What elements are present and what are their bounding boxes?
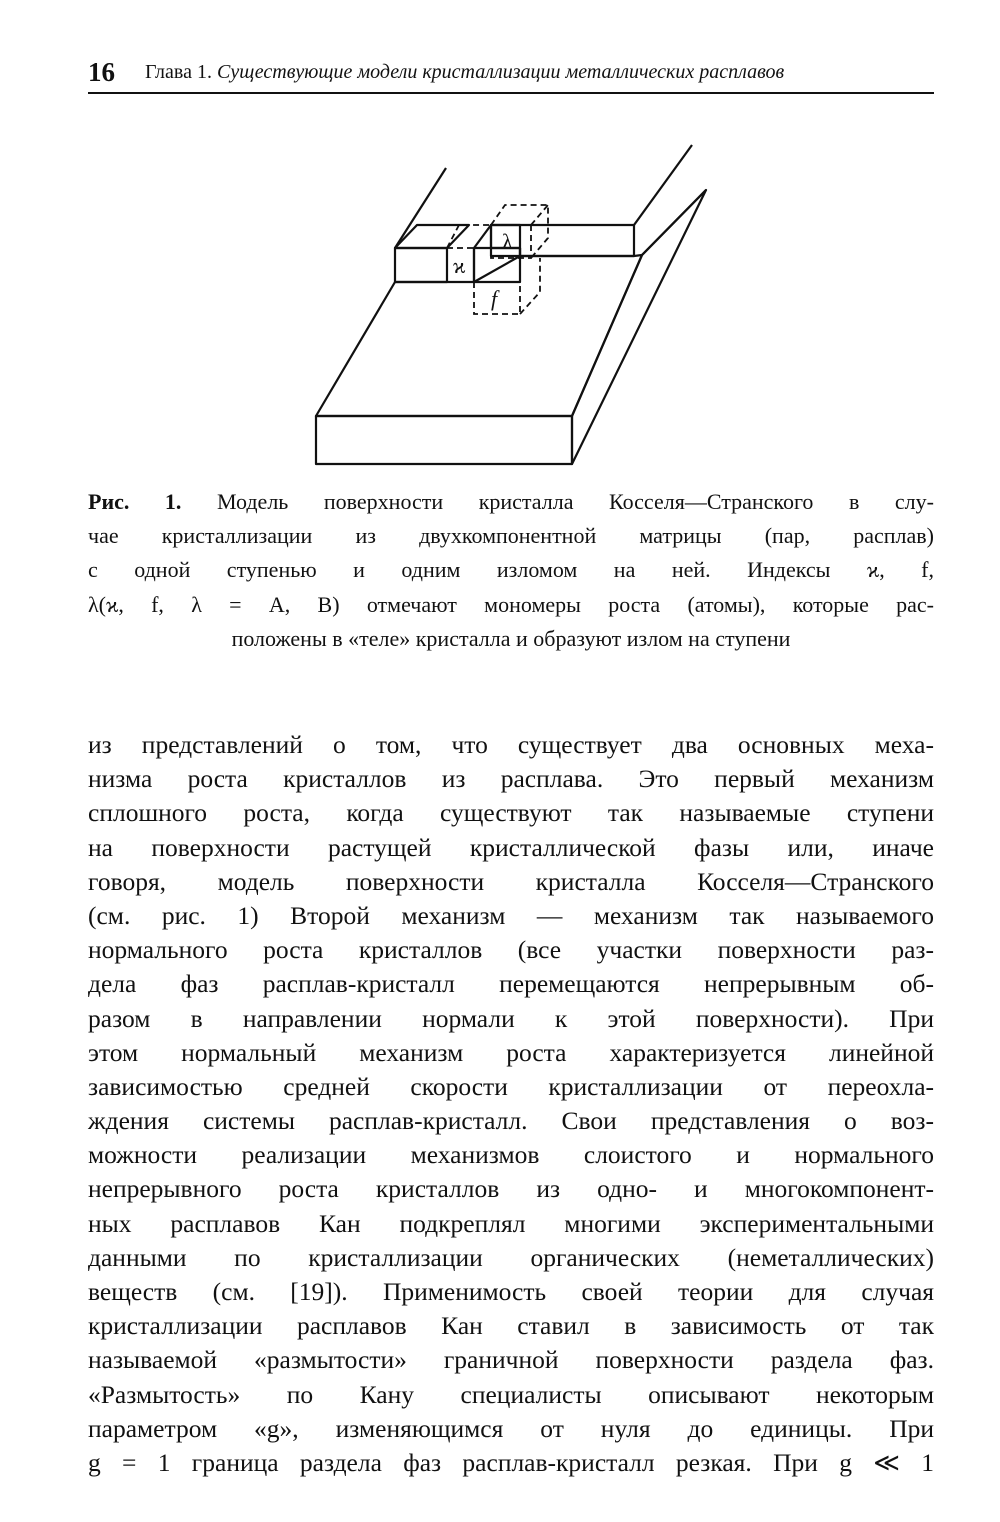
caption-line-4: λ(ϰ, f, λ = A, B) отмечают мономеры роста (атомы), которые рас-	[88, 591, 934, 617]
body-line: этом нормальный механизм роста характеризуется линейной	[88, 1037, 934, 1067]
body-line: называемой «размытости» граничной поверхности раздела фаз.	[88, 1345, 934, 1375]
kappa-cube-top	[447, 225, 491, 248]
body-line: сплошного роста, когда существуют так называемые ступени	[88, 798, 934, 828]
caption-line-1	[88, 486, 934, 520]
kossel-stranski-figure	[0, 90, 1000, 480]
f-cube-side	[520, 258, 540, 314]
body-line: нормального роста кристаллов (все участки поверхности раз-	[88, 935, 934, 965]
body-line: (см. рис. 1) Второй механизм — механизм так называемого	[88, 900, 934, 930]
body-line: на поверхности растущей кристаллической фазы или, иначе	[88, 832, 934, 862]
body-line: «Размытость» по Кану специалисты описывают некоторым	[88, 1379, 934, 1409]
body-line: зависимостью средней скорости кристаллизации от переохла-	[88, 1071, 934, 1101]
body-line: g = 1 граница раздела фаз расплав-кристалл резкая. При g ≪ 1	[88, 1447, 934, 1477]
body-line: непрерывного роста кристаллов из одно- и многокомпонент-	[88, 1174, 934, 1204]
caption-line-5: положены в «теле» кристалла и образуют излом на ступени	[231, 625, 791, 651]
lambda-cube-edge	[531, 205, 548, 225]
lambda-label: λ	[502, 229, 513, 254]
caption-text-1: Модель поверхности кристалла Косселя—Странского в слу-	[216, 489, 934, 514]
body-line: из представлений о том, что существует два основных меха-	[88, 730, 934, 759]
running-title	[145, 61, 784, 84]
body-line: веществ (см. [19]). Применимость своей теории для случая	[88, 1277, 934, 1306]
chapter-title: Существующие модели кристаллизации металлических расплавов	[216, 60, 785, 83]
slab-right-face	[572, 190, 706, 464]
body-line: дела фаз расплав-кристалл перемещаются непрерывным об-	[88, 969, 934, 999]
caption-line-3: с одной ступенью и одним изломом на ней. Индексы ϰ, f,	[88, 557, 934, 583]
slab-top-face	[316, 255, 642, 416]
step-front-face	[395, 248, 447, 282]
body-line: данными по кристаллизации органических (неметаллических)	[88, 1242, 934, 1272]
chapter-label: Глава 1.	[145, 60, 212, 83]
body-line: параметром «g», изменяющимся от нуля до единицы. При	[88, 1413, 934, 1443]
body-paragraph	[88, 728, 934, 1480]
body-line: ждения системы расплав-кристалл. Свои представления о воз-	[88, 1106, 934, 1136]
body-line: можности реализации механизмов слоистого и нормального	[88, 1140, 934, 1170]
caption-line-2: чае кристаллизации из двухкомпонентной матрицы (пар, расплав)	[88, 523, 934, 549]
figure-caption	[88, 486, 934, 655]
body-line: разом в направлении нормали к этой поверхности). При	[88, 1003, 934, 1033]
caption-label: Рис. 1.	[88, 489, 182, 514]
body-line: ных расплавов Кан подкреплял многими экспериментальными	[88, 1208, 934, 1238]
body-line: говоря, модель поверхности кристалла Косселя—Странского	[88, 866, 934, 896]
f-label: f	[491, 286, 498, 311]
kappa-label: ϰ	[453, 253, 466, 278]
slab-front-face	[316, 416, 572, 464]
step-left-edge	[395, 168, 446, 248]
kink-edge-2	[474, 225, 491, 248]
body-line: кристаллизации расплавов Кан ставил в зависимость от так	[88, 1311, 934, 1341]
page-number: 16	[88, 56, 115, 87]
running-header	[88, 52, 934, 94]
body-line: низма роста кристаллов из расплава. Это первый механизм	[88, 764, 934, 794]
